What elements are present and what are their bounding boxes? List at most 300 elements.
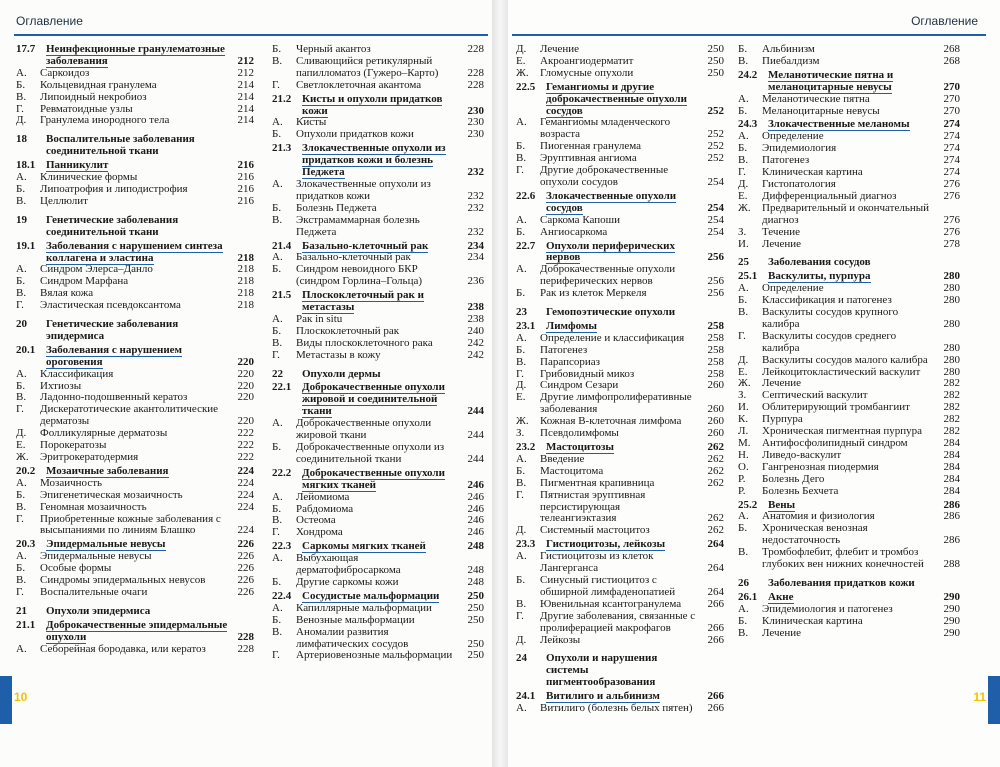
toc-title: Патогенез bbox=[762, 154, 810, 167]
toc-number: 24 bbox=[516, 652, 527, 665]
toc-number: 23.2 bbox=[516, 441, 536, 453]
toc-title: Тромбофлебит, флебит и тромбоз глубоких вен нижних конечностей bbox=[762, 546, 924, 571]
toc-number: 21.3 bbox=[272, 142, 292, 155]
toc-title: Гистиоцитозы, лейкозы bbox=[546, 538, 666, 551]
toc-page-number: 260 bbox=[707, 415, 724, 428]
toc-title: Венозные мальформации bbox=[296, 613, 415, 626]
toc-title: Другие доброкачественные опухоли сосудов bbox=[540, 164, 669, 188]
toc-section bbox=[516, 191, 724, 215]
left-page bbox=[0, 0, 492, 767]
toc-number: 23.1 bbox=[516, 319, 536, 332]
toc-title: Доброкачественные эпидермальные опухоли bbox=[46, 618, 228, 643]
toc-title: Гемангиомы и другие доброкачественные опухоли сосудов bbox=[546, 80, 687, 117]
toc-title: Лейкоцитокластический васкулит bbox=[762, 365, 921, 378]
toc-number: 19.1 bbox=[16, 239, 36, 252]
toc-number: Г. bbox=[16, 512, 24, 525]
toc-entry bbox=[272, 442, 484, 466]
toc-title: Ливедо-васкулит bbox=[762, 448, 842, 461]
toc-number: Е. bbox=[738, 365, 748, 378]
toc-number: Г. bbox=[16, 102, 24, 115]
toc-number: Е. bbox=[516, 54, 526, 67]
toc-page-number: 232 bbox=[467, 166, 484, 179]
toc-title: Рак из клеток Меркеля bbox=[540, 287, 647, 300]
toc-section bbox=[272, 382, 484, 418]
toc-entry bbox=[16, 587, 254, 599]
toc-page-number: 284 bbox=[943, 437, 960, 449]
toc-title: Меланотические пятна bbox=[762, 92, 870, 105]
toc-title: Панникулит bbox=[46, 159, 109, 172]
toc-title: Базально-клеточный рак bbox=[302, 239, 429, 252]
toc-title: Другие лимфопролиферативные заболевания bbox=[540, 391, 692, 416]
toc-number: А. bbox=[272, 417, 283, 430]
toc-number: Е. bbox=[16, 439, 26, 452]
toc-number: Б. bbox=[272, 575, 282, 588]
toc-title: Мозаичность bbox=[40, 476, 103, 489]
toc-page-number: 248 bbox=[467, 564, 484, 577]
toc-chapter bbox=[738, 257, 960, 269]
toc-title: Классификация bbox=[40, 367, 114, 380]
toc-entry bbox=[272, 627, 484, 651]
toc-title: Плоскоклеточный рак bbox=[296, 324, 400, 337]
toc-page-number: 282 bbox=[943, 413, 960, 426]
toc-number: 19 bbox=[16, 213, 27, 226]
toc-chapter bbox=[16, 319, 254, 343]
toc-page-number: 264 bbox=[707, 538, 724, 551]
toc-page-number: 220 bbox=[237, 391, 254, 404]
toc-page-number: 244 bbox=[467, 429, 484, 442]
toc-page-number: 254 bbox=[707, 225, 724, 238]
toc-page-number: 250 bbox=[467, 589, 484, 602]
toc-title: Саркомы мягких тканей bbox=[302, 540, 426, 553]
toc-page-number: 274 bbox=[943, 118, 960, 131]
toc-entry bbox=[16, 404, 254, 428]
toc-page-number: 230 bbox=[467, 104, 484, 117]
toc-page-number: 280 bbox=[943, 365, 960, 378]
toc-title: Дифференциальный диагноз bbox=[762, 189, 897, 202]
toc-title: Предварительный и окончательный диагноз bbox=[762, 201, 930, 226]
toc-title: Лечение bbox=[762, 377, 802, 390]
toc-number: Г. bbox=[738, 166, 746, 179]
toc-title: Вялая кожа bbox=[40, 287, 94, 300]
toc-number: В. bbox=[516, 152, 527, 165]
toc-number: Б. bbox=[272, 613, 282, 626]
toc-title: Клинические формы bbox=[40, 171, 138, 184]
toc-title: Эластическая псевдоксантома bbox=[40, 299, 181, 312]
toc-number: Г. bbox=[516, 609, 524, 622]
toc-entry bbox=[272, 527, 484, 539]
toc-number: Ж. bbox=[738, 201, 751, 214]
toc-entry bbox=[516, 165, 724, 189]
toc-page-number: 262 bbox=[707, 464, 724, 477]
toc-title: Целлюлит bbox=[40, 194, 88, 207]
toc-title: Хроническая венозная недостаточность bbox=[762, 522, 868, 547]
toc-page-number: 228 bbox=[467, 66, 484, 79]
toc-number: 25.1 bbox=[738, 270, 758, 283]
toc-entry bbox=[516, 611, 724, 635]
toc-title: Другие саркомы кожи bbox=[296, 575, 399, 588]
toc-number: Б. bbox=[738, 294, 748, 307]
toc-entry bbox=[16, 300, 254, 312]
toc-number: Б. bbox=[16, 379, 26, 392]
toc-page-number: 260 bbox=[707, 403, 724, 416]
toc-title: Кожная B-клеточная лимфома bbox=[540, 415, 682, 428]
toc-number: А. bbox=[272, 490, 283, 503]
toc-entry bbox=[738, 523, 960, 547]
toc-number: 20.2 bbox=[16, 464, 36, 477]
toc-title: Антифосфолипидный синдром bbox=[762, 437, 908, 449]
toc-number: А. bbox=[16, 66, 27, 79]
toc-page-number: 284 bbox=[943, 472, 960, 485]
toc-number: Б. bbox=[516, 343, 526, 356]
page-tab-left bbox=[0, 676, 12, 724]
toc-title: Ладонно-подошвенный кератоз bbox=[40, 391, 188, 404]
toc-title: Опухоли дермы bbox=[302, 367, 381, 380]
toc-title: Приобретенные кожные заболевания с высыпаниями по линиям Блашко bbox=[40, 512, 221, 537]
toc-number: А. bbox=[272, 312, 283, 325]
toc-number: Е. bbox=[516, 391, 526, 404]
toc-number: Р. bbox=[738, 484, 746, 497]
toc-number: Б. bbox=[16, 78, 26, 91]
toc-page-number: 234 bbox=[467, 239, 484, 252]
toc-number: Г. bbox=[272, 78, 280, 91]
toc-title: Пигментная крапивница bbox=[540, 476, 655, 489]
toc-entry bbox=[272, 553, 484, 577]
toc-column-2 bbox=[272, 44, 484, 662]
toc-title: Эпидермальные невусы bbox=[40, 550, 152, 563]
toc-number: Ж. bbox=[16, 451, 29, 463]
toc-number: А. bbox=[272, 601, 283, 614]
toc-page-number: 284 bbox=[943, 448, 960, 461]
toc-page-number: 242 bbox=[467, 348, 484, 361]
toc-title: Кольцевидная гранулема bbox=[40, 78, 157, 91]
toc-number: 20 bbox=[16, 318, 27, 331]
toc-title: Плоскоклеточный рак и метастазы bbox=[302, 289, 424, 314]
toc-title: Доброкачественные опухоли жировой ткани bbox=[296, 417, 432, 442]
toc-title: Аномалии развития лимфатических сосудов bbox=[296, 625, 409, 650]
toc-number: И. bbox=[738, 401, 749, 414]
toc-entry bbox=[272, 350, 484, 362]
toc-number: В. bbox=[516, 355, 527, 368]
toc-number: 21.2 bbox=[272, 92, 292, 105]
toc-title: Мастоцитома bbox=[540, 464, 604, 477]
toc-title: Лейкозы bbox=[540, 633, 581, 646]
toc-number: В. bbox=[516, 476, 527, 489]
toc-title: Эпигенетическая мозаичность bbox=[40, 488, 183, 501]
toc-page-number: 282 bbox=[943, 401, 960, 414]
toc-page-number: 250 bbox=[467, 637, 484, 650]
toc-entry bbox=[738, 331, 960, 355]
toc-title: Злокачественные опухоли из придатков кожи и болезнь Педжета bbox=[302, 142, 446, 179]
toc-title: Лечение bbox=[762, 237, 802, 250]
toc-title: Болезнь Дего bbox=[762, 472, 825, 485]
toc-number: Б. bbox=[272, 502, 282, 515]
toc-page-number: 230 bbox=[467, 116, 484, 129]
toc-number: В. bbox=[16, 194, 27, 207]
toc-title: Лейомиома bbox=[296, 490, 350, 503]
toc-entry bbox=[516, 703, 724, 715]
toc-number: 25 bbox=[738, 256, 749, 269]
toc-number: Б. bbox=[738, 614, 748, 627]
toc-number: А. bbox=[738, 510, 749, 523]
toc-title: Эпидермальные невусы bbox=[46, 538, 166, 551]
toc-number: 22.3 bbox=[272, 540, 292, 553]
toc-page-number: 218 bbox=[237, 299, 254, 312]
toc-title: Кисты и опухоли придатков кожи bbox=[302, 92, 443, 117]
toc-page-number: 288 bbox=[943, 558, 960, 571]
toc-page-number: 254 bbox=[707, 213, 724, 226]
toc-section bbox=[272, 290, 484, 314]
toc-page-number: 216 bbox=[237, 182, 254, 195]
toc-number: Б. bbox=[738, 43, 748, 55]
toc-number: 21.4 bbox=[272, 239, 292, 252]
toc-page-number: 218 bbox=[237, 287, 254, 300]
toc-number: А. bbox=[516, 116, 527, 129]
toc-page-number: 282 bbox=[943, 425, 960, 438]
toc-number: В. bbox=[16, 90, 27, 103]
toc-number: В. bbox=[16, 574, 27, 587]
header-rule-left bbox=[14, 34, 488, 36]
toc-number: Г. bbox=[738, 329, 746, 342]
toc-number: Д. bbox=[516, 379, 527, 392]
toc-chapter bbox=[516, 653, 724, 689]
toc-page-number: 244 bbox=[467, 405, 484, 418]
toc-page-number: 246 bbox=[467, 478, 484, 491]
toc-number: В. bbox=[272, 514, 283, 527]
toc-title: Синдромы эпидермальных невусов bbox=[40, 574, 206, 587]
toc-number: И. bbox=[738, 237, 749, 250]
toc-page-number: 226 bbox=[237, 562, 254, 575]
toc-page-number: 284 bbox=[943, 484, 960, 497]
toc-page-number: 256 bbox=[707, 287, 724, 300]
toc-number: 22.1 bbox=[272, 381, 292, 394]
toc-column-1 bbox=[16, 44, 254, 656]
toc-number: 20.3 bbox=[16, 538, 36, 551]
toc-entry bbox=[16, 644, 254, 656]
toc-title: Патогенез bbox=[540, 343, 588, 356]
toc-title: Опухоли придатков кожи bbox=[296, 128, 414, 141]
toc-title: Синдром Элерса–Данло bbox=[40, 263, 153, 276]
toc-number: В. bbox=[272, 625, 283, 638]
toc-number: К. bbox=[738, 413, 749, 426]
toc-page-number: 276 bbox=[943, 177, 960, 190]
toc-page-number: 248 bbox=[467, 575, 484, 588]
toc-title: Ревматоидные узлы bbox=[40, 102, 133, 115]
toc-number: В. bbox=[16, 391, 27, 404]
toc-title: Заболевания придатков кожи bbox=[768, 576, 915, 589]
toc-entry bbox=[516, 490, 724, 526]
toc-title: Эруптивная ангиома bbox=[540, 152, 637, 165]
toc-entry bbox=[272, 56, 484, 80]
toc-page-number: 262 bbox=[707, 524, 724, 537]
toc-title: Эритрокератодермия bbox=[40, 451, 139, 463]
toc-page-number: 246 bbox=[467, 490, 484, 503]
toc-page-number: 270 bbox=[943, 104, 960, 117]
toc-title: Определение bbox=[762, 282, 824, 295]
toc-number: А. bbox=[738, 282, 749, 295]
toc-number: Б. bbox=[272, 324, 282, 337]
toc-entry bbox=[516, 575, 724, 599]
toc-number: В. bbox=[272, 54, 283, 67]
toc-number: Ж. bbox=[516, 415, 529, 428]
toc-title: Пятнистая эруптивная персистирующая телеангиэктазия bbox=[540, 488, 646, 525]
toc-title: Пиогенная гранулема bbox=[540, 140, 641, 153]
toc-page-number: 276 bbox=[943, 213, 960, 226]
toc-number: Ж. bbox=[516, 66, 529, 79]
toc-title: Метастазы в кожу bbox=[296, 348, 381, 361]
toc-title: Рабдомиома bbox=[296, 502, 354, 515]
toc-number: 22.5 bbox=[516, 80, 536, 93]
toc-page-number: 276 bbox=[943, 225, 960, 238]
toc-page-number: 216 bbox=[237, 159, 254, 172]
toc-title: Сосудистые мальформации bbox=[302, 589, 440, 602]
toc-page-number: 238 bbox=[467, 312, 484, 325]
toc-page-number: 220 bbox=[237, 355, 254, 368]
toc-page-number: 252 bbox=[707, 140, 724, 153]
toc-page-number: 250 bbox=[707, 43, 724, 55]
toc-title: Заболевания с нарушением ороговения bbox=[46, 343, 183, 368]
toc-page-number: 250 bbox=[707, 54, 724, 67]
toc-number: Д. bbox=[16, 427, 27, 440]
toc-chapter bbox=[16, 606, 254, 618]
toc-page-number: 242 bbox=[467, 336, 484, 349]
toc-number: Д. bbox=[738, 353, 749, 366]
toc-title: Эпидемиология и патогенез bbox=[762, 602, 893, 615]
toc-entry bbox=[738, 203, 960, 227]
toc-title: Лечение bbox=[540, 43, 580, 55]
toc-entry bbox=[272, 129, 484, 141]
toc-entry bbox=[16, 196, 254, 208]
toc-number: В. bbox=[738, 546, 749, 559]
toc-page-number: 236 bbox=[467, 275, 484, 288]
toc-number: В. bbox=[738, 626, 749, 639]
toc-number: В. bbox=[272, 213, 283, 226]
toc-number: Б. bbox=[516, 225, 526, 238]
toc-page-number: 228 bbox=[467, 78, 484, 91]
toc-title: Альбинизм bbox=[762, 43, 815, 55]
toc-number: Г. bbox=[272, 526, 280, 539]
toc-page-number: 246 bbox=[467, 526, 484, 539]
toc-number: Д. bbox=[738, 177, 749, 190]
toc-page-number: 240 bbox=[467, 324, 484, 337]
toc-entry bbox=[16, 115, 254, 127]
toc-title: Особые формы bbox=[40, 562, 112, 575]
toc-number: А. bbox=[16, 476, 27, 489]
toc-number: Г. bbox=[16, 585, 24, 598]
toc-title: Злокачественные опухоли сосудов bbox=[546, 189, 677, 214]
toc-number: Б. bbox=[272, 441, 282, 453]
toc-page-number: 214 bbox=[237, 78, 254, 91]
toc-title: Порокератозы bbox=[40, 439, 107, 452]
running-header-right: Оглавление bbox=[911, 14, 978, 28]
toc-page-number: 226 bbox=[237, 574, 254, 587]
toc-page-number: 224 bbox=[237, 488, 254, 501]
toc-title: Ихтиозы bbox=[40, 379, 82, 392]
toc-entry bbox=[516, 551, 724, 575]
toc-title: Саркоидоз bbox=[40, 66, 90, 79]
toc-number: 23.3 bbox=[516, 538, 536, 551]
toc-entry bbox=[272, 80, 484, 92]
toc-page-number: 246 bbox=[467, 514, 484, 527]
toc-page-number: 264 bbox=[707, 562, 724, 575]
toc-number: Г. bbox=[272, 348, 280, 361]
toc-page-number: 222 bbox=[237, 439, 254, 452]
toc-page-number: 254 bbox=[707, 175, 724, 188]
toc-page-number: 266 bbox=[707, 597, 724, 610]
toc-title: Выбухающая дерматофибросаркома bbox=[296, 552, 401, 577]
toc-number: В. bbox=[516, 597, 527, 610]
toc-title: Опухоли эпидермиса bbox=[46, 604, 151, 617]
toc-page-number: 280 bbox=[943, 317, 960, 330]
toc-number: В. bbox=[272, 336, 283, 349]
toc-page-number: 258 bbox=[707, 355, 724, 368]
toc-title: Введение bbox=[540, 452, 585, 465]
toc-number: Б. bbox=[516, 287, 526, 300]
toc-number: 18.1 bbox=[16, 159, 36, 172]
toc-section bbox=[16, 44, 254, 68]
toc-page-number: 226 bbox=[237, 550, 254, 563]
toc-title: Воспалительные заболевания соединительной ткани bbox=[46, 133, 195, 158]
toc-title: Витилиго (болезнь белых пятен) bbox=[540, 702, 693, 715]
toc-page-number: 280 bbox=[943, 282, 960, 295]
toc-section bbox=[272, 143, 484, 179]
toc-page-number: 216 bbox=[237, 171, 254, 184]
toc-page-number: 250 bbox=[467, 601, 484, 614]
toc-chapter bbox=[16, 134, 254, 158]
toc-title: Доброкачественные опухоли жировой и соединительной ткани bbox=[302, 381, 445, 418]
toc-title: Геномная мозаичность bbox=[40, 500, 147, 513]
toc-page-number: 270 bbox=[943, 92, 960, 105]
toc-title: Акне bbox=[768, 590, 794, 603]
toc-title: Акроангиодерматит bbox=[540, 54, 634, 67]
page-number-right: 11 bbox=[973, 690, 986, 704]
toc-page-number: 290 bbox=[943, 626, 960, 639]
toc-title: Анатомия и физиология bbox=[762, 510, 875, 523]
toc-title: Определение и классификация bbox=[540, 331, 685, 344]
toc-title: Воспалительные очаги bbox=[40, 585, 148, 598]
toc-title: Меланоцитарные невусы bbox=[762, 104, 880, 117]
toc-title: Васкулиты, пурпура bbox=[768, 270, 871, 283]
toc-title: Доброкачественные опухоли мягких тканей bbox=[302, 466, 445, 491]
header-rule-right bbox=[512, 34, 986, 36]
toc-number: В. bbox=[16, 500, 27, 513]
toc-number: А. bbox=[738, 130, 749, 143]
toc-page-number: 212 bbox=[237, 66, 254, 79]
toc-title: Течение bbox=[762, 225, 800, 238]
toc-page-number: 282 bbox=[943, 377, 960, 390]
toc-title: Дискератотические акантолитические дерматозы bbox=[40, 403, 219, 428]
toc-page-number: 280 bbox=[943, 270, 960, 283]
toc-number: Б. bbox=[16, 275, 26, 288]
toc-number: Б. bbox=[272, 43, 282, 55]
toc-title: Экстрамаммарная болезнь Педжета bbox=[296, 213, 420, 238]
toc-page-number: 282 bbox=[943, 389, 960, 402]
toc-title: Синусный гистиоцитоз с обширной лимфаденопатией bbox=[540, 573, 676, 598]
toc-page-number: 252 bbox=[707, 128, 724, 141]
toc-page-number: 228 bbox=[237, 642, 254, 655]
toc-number: Б. bbox=[16, 488, 26, 501]
toc-page-number: 258 bbox=[707, 331, 724, 344]
toc-number: 25.2 bbox=[738, 498, 758, 511]
toc-entry bbox=[738, 307, 960, 331]
toc-title: Рак in situ bbox=[296, 312, 343, 325]
toc-chapter bbox=[16, 215, 254, 239]
toc-number: В. bbox=[738, 306, 749, 319]
book-gutter bbox=[492, 0, 508, 767]
toc-number: Б. bbox=[738, 142, 748, 155]
toc-title: Синдром Сезари bbox=[540, 379, 619, 392]
toc-number: Г. bbox=[16, 403, 24, 416]
toc-number: Б. bbox=[738, 522, 748, 535]
